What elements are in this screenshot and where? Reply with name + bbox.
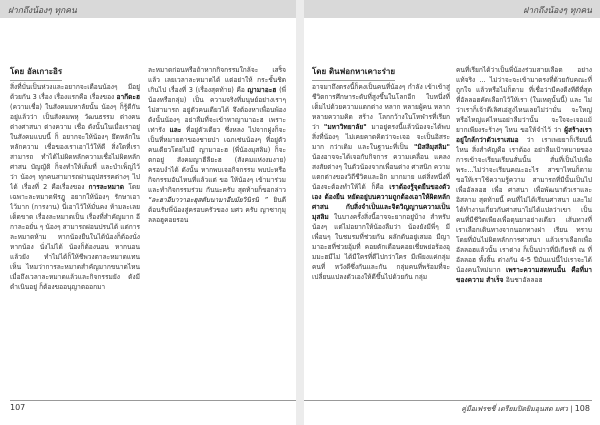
- text-run: สำหรับน้องๆ แต่ไม่อยากให้น้องลืมว่า: [312, 213, 450, 231]
- text-run: ได้มีใครที่ดีไปกว่าใคร มีเพียงแค่กลุ่มคนที่: [312, 253, 450, 271]
- text-run: กระชั้นชิดเกินไป เรื่องที่ 3 (เรื่องสุดท้าย): [148, 76, 286, 94]
- text-run: แคลงสงสัยต่างๆ ในตัวน้องจากเพื่อนต่าง: [312, 153, 450, 171]
- text-run: หากน้องยืนในได้น้องก็ต้องนั่ง หากน้อง: [10, 233, 140, 251]
- text-run: 4-5 ปีมันแน่นี้ไปเราจะได้น้องคนใหม่มาก: [456, 256, 592, 274]
- text-run: ไปได้ เรื่องที่ 2 คือเรื่องของ: [10, 173, 140, 191]
- text-run: มีอยู่ด้วยกัน 3 เรื่อง เรื่องแรกคือ เรื่องของ: [10, 83, 140, 101]
- text-run: แล้วเราเลือกเพื่ออัลลอฮแล้วนั้น เราต่าง: [456, 236, 592, 254]
- text-run: สั่นที่เป็นไปเพื่อพระ...ไม่ว่าจะเรียนคณะอะไร: [456, 156, 592, 174]
- text-run: ไม่ว่าจะจะเข้ามาตรงที่ด้วยกับคณะที่ถูกใจ: [456, 76, 592, 94]
- right-footer-rule: [304, 400, 592, 401]
- text-run: ศาสนิก ความแตกต่างของวิถีชีวิตและอิก: [312, 163, 450, 181]
- text-run: เพราะเท่ารัง: [148, 116, 286, 134]
- bold-text-run: ผู้สร้างเราอยู่ใกล้กว่าตัวเราเสมอ: [456, 126, 592, 144]
- text-run: เสร็จแล้ว เลยเวลาละหมาดได้ แต่อย่าให้: [148, 66, 286, 84]
- text-run: ได้ทำงานเกี่ยวกับศาสนาไม่ได้แปลว่าเขา: [456, 206, 582, 214]
- text-run: โลกกว้างในโหฬารที่เรียกว่า: [312, 113, 450, 131]
- text-run: เมื่อถึงเวลาละหมาดแล้วและกิจกรรมยัง: [10, 273, 129, 281]
- text-run: ศาสนา เพื่อพัฒนาตัวเราและอิสลาม: [456, 186, 592, 204]
- left-page-header: [0, 0, 296, 18]
- text-run: จะใจจะเจอแม้ยากเพียงระร้างๆ ไหน ขอให้จำไว้: [456, 116, 592, 134]
- text-run: มากมาย แต่สิ่งหนึ่งที่น้องจะต้องทำให้ได้: [312, 173, 450, 191]
- bold-text-run: "มหาวิทยาลัย": [323, 123, 372, 131]
- right-page-number: 108: [574, 404, 590, 413]
- text-run: ใบหนึ่งที่เต็มไปด้วยความแตกต่าง หลาก: [312, 93, 450, 111]
- text-run: คอยตักเตือนคอยเชี่ยพย่อร้องอุมมะฮมีไม่: [312, 243, 450, 261]
- text-run: เรื่องที่สำคัญมาก อีกาละอยั่น ๆ น้องๆ: [10, 213, 140, 231]
- text-run: บัญญัติ ก็จงทำให้เต็มที่ และบำเพ็ญไว้ว่า: [10, 163, 140, 181]
- text-run: ในบางครั้งสิ่งนี้อาจจะยากอยู่บ้าง: [333, 213, 431, 221]
- text-run: จะใหญ่หรือไหญ่แค่ไหนอย่าลืมว่านั้น: [456, 106, 592, 124]
- right-footer-separator: |: [570, 405, 573, 413]
- right-footer-text: คู่มือเฟรชชี่ เตรียมปิดยิมอุนสด มศว: [461, 405, 568, 413]
- text-run: ไม่ว่าเราก็เจ้าดีเลิศเอ่สูงไหนเลยไม่ว่ามั่น: [456, 96, 592, 114]
- text-run: เฉกเช่นน้องๆ ที่อยู่ตัวคนเดียวโดยไม่มี: [148, 136, 286, 154]
- left-byline: โดย อัลเกาะอิร: [10, 65, 62, 81]
- text-run: ยินดีต้อนรับพี่น้องสู่ครอบครัวของ มศว: [148, 196, 286, 214]
- text-run: สามารถที่มีนั้นเป็นไปเพื่ออัลลอฮ เพื่อ: [456, 176, 592, 194]
- text-run: อยากจะให้น้องๆ ยึดหลักในหลักความ: [10, 133, 140, 151]
- text-run: คือ: [236, 86, 248, 94]
- text-run: ว่า: [526, 136, 542, 144]
- text-run: สังคมญาฮีลียะฮ (สังคมแห่งงมงาย): [176, 156, 286, 164]
- text-run: อาจมาถึงตรงนี้ก็คงเป็นคนที่น้องๆ กำลัง: [312, 83, 426, 91]
- bold-text-run: "มิสลิมุสลิม": [413, 143, 450, 151]
- text-run: หวังดีซึ่งกันและกัน กลุ่มคนที่พร้อมที่จะ: [334, 263, 450, 271]
- text-run: ไหมว่าการละหมาดสำคัญมากขนาดไหน: [26, 263, 140, 271]
- left-column-1: [10, 82, 140, 397]
- text-run: ไปจากฝูงก็จะเป็นที่หมายตาของชายปา: [148, 126, 286, 144]
- text-run: สาขาไหนก็ตามขอให้เราใช้ความรู้ความ: [456, 166, 592, 184]
- text-run: ที่อัลลอฮคัดเลือกไว้ให้เรา (ในเหตุนั้นนี้) และ: [456, 96, 585, 104]
- text-run: ญามาอะฮ (พี่น้องมุสลิม) ก็จะตกอยู่: [148, 146, 286, 164]
- text-run: ความจริงที่มนุษย์อย่างเราๆ ไม่สามารถ: [148, 96, 286, 114]
- text-run: น้องอาจจะได้เจอกับกิจการ ความเคลื่อน: [312, 153, 435, 161]
- text-run: ห้ามละเลยเด็ดขาด เรื่องละหมาดเป็น: [10, 203, 140, 221]
- text-run: แล้วหรือไม่ก็ตาม ที่เชื่อว่ามีคงดีงทีดีที่สุด: [476, 86, 592, 94]
- column-paragraph: [10, 82, 140, 292]
- column-paragraph: [312, 82, 450, 282]
- text-run: (พี่น้องหรือกลุ่ม) เป็น: [148, 86, 286, 104]
- text-run: อย่างแท้จริง ...: [456, 66, 592, 84]
- text-run: น้องๆ ทุกคนสามารถผ่านอุปสรรคต่างๆ: [20, 173, 133, 181]
- text-run: โดยเฉพาะละหมาดฟัรฎู อยากให้น้องๆ: [10, 183, 140, 201]
- right-column-2: [456, 65, 592, 397]
- text-run: วัฒนธรรม ต่างคน ต่างศาสนา ต่างความ: [10, 113, 140, 131]
- bold-text-run: ญามาอะฮ: [247, 86, 280, 94]
- text-run: ละหมาดก่อนหรือถ้าหากกิจกรรมใกล้จะ: [148, 66, 273, 74]
- right-byline: โดย ดินฟอกหาเคาะร่าย: [312, 65, 395, 81]
- text-run: สามารถผ่อนปรนได้ แต่การละหมาดห้าม: [10, 223, 140, 241]
- text-run: หลายผู้คน หลากหลายความคิด สร้าง: [312, 103, 450, 121]
- text-run: เชื่อของเราเอาไว้ให้ดี สิ่งใดที่เราสามารถ: [10, 143, 140, 161]
- text-run: รักษาเอาไว้มาก (การงาน) นี่เอาไว้ให้มั่นคง: [10, 193, 140, 211]
- text-run: ที่อยู่ตัวเดียว ซึ่งหลง: [186, 126, 249, 134]
- text-run: กว่าเดิม และในฐานะที่เป็น: [329, 143, 414, 151]
- text-run: ดังมีดำเนินอยู่ ก็ต้องขออนุญาตออกมา: [10, 273, 140, 291]
- text-run: สุดท้ายนี้ คนที่ไม่ได้เรียนศาสนา และไม่: [479, 196, 592, 204]
- left-column-2: [148, 65, 286, 397]
- text-run: เราเพยยาก็เรียนนี่ไหน สิ่งสำคัญคือ เราต้อง: [456, 136, 592, 154]
- text-run: อย่าลืมเป้าหมายของการเข้าจะเรียนเรียนสั่นนั้น: [456, 146, 592, 164]
- text-run: นั่งไม่ได้ น้องก็ต้องนอน หากนอนแล้วยัง: [10, 243, 140, 261]
- left-header-title: ฝากถึงน้องๆ ทุกคน: [8, 6, 77, 16]
- text-run: ครับ ญาซากุมุลลอฮูคอยรอน: [148, 206, 286, 224]
- bold-text-run: และ: [169, 126, 186, 134]
- page-gutter: [296, 0, 304, 425]
- text-run: ทำได้ไม่ผิดหลักความเชื่อไม่ผิดหลักศาสน: [10, 153, 140, 171]
- right-footer: [461, 404, 590, 415]
- text-run: เข้าเข้าสู่ชีวิตการศึกษาระดับที่สูงขึ้นในโลกอีก: [312, 83, 450, 101]
- text-run: กันนะครับ สุดท้ายก็ขอกล่าว: [205, 186, 286, 194]
- text-run: เส้นทางที่เราเลือกเดินทางจากนอกทางฝา: [456, 216, 592, 234]
- left-page-number: 107: [10, 403, 26, 412]
- bold-text-run: การละหมาด: [88, 183, 129, 191]
- text-run: ผลักดันอยู่เสมอ มีญามาอะฮที่ช่วยอุ้มที่: [312, 233, 450, 251]
- text-run: น้องยังมีพี่ๆ มีเพื่อนๆ ในชมรมที่ช่วยกัน: [312, 223, 450, 241]
- text-run: พบปะหรือกิจกรรมอันไหนที่แล้วแต่ ขอ: [148, 166, 286, 184]
- text-run: สิ่งที่บั่นเป็นห่วงและอยากจะเตือนน้องๆ: [10, 83, 128, 91]
- text-run: ดังนั้นน้องๆ อย่าลืมที่จะเข้าหาญามาอะฮ: [148, 116, 269, 124]
- text-run: ทำไม่ได้ก็ให้ชีพวงตาละหมาดแทน เห็น: [10, 253, 140, 271]
- text-run: มาอยู่ตรงนี้แล้วน้องจะได้พบสิ่งที่น้องๆ: [312, 123, 450, 141]
- text-run: น้องๆ ก็รู้ดีกันอยู่แล้วว่า เป็นสังคมพหุ: [10, 103, 140, 121]
- column-paragraph: [148, 65, 286, 225]
- bold-text-run: เราต้องรู้จุดยืนของตัวเอง ต้องยืน หยัดอยู่บนความถูกต้องเอาให้ผิดหลักศาสน กับสิ่งจำเป็นและจิตวิญญานความเป็น มุสลิม: [312, 183, 450, 221]
- text-run: ต่างกัน: [497, 256, 521, 264]
- italic-text-run: “ละฮาอีบาวาอะฮุสตับนามาอีบมัยวินิรนิ ”: [148, 196, 274, 204]
- right-header-title: ฝากถึงน้องๆ ทุกคน: [523, 6, 592, 16]
- column-paragraph: [456, 65, 592, 285]
- text-run: คนที่เรียกได้ว่าเป็นพี่น้องร่วมสายเลือด: [456, 66, 578, 74]
- bold-text-run: เพราะความสดทนนั้น คือที่มาของความ สำเร็จ: [456, 266, 592, 284]
- text-run: ให้น้องๆ เข้ามาร่วมและทำกิจกรรมร่วม: [148, 176, 286, 194]
- text-run: เชื่อ ดังนั้นในเมื่อเราอยู่ในสังคมแบบนี้ ก็: [10, 123, 140, 141]
- right-page-header: [304, 0, 600, 18]
- text-run: เปลี่ยนแปลงตัวเองให้ดีขึ้นไปด้วยกัน กลุ่ม: [312, 273, 428, 281]
- right-column-1: [312, 82, 450, 397]
- text-run: ก็คือ: [371, 183, 390, 191]
- text-run: อินชาอัลลอฮ: [505, 276, 543, 284]
- text-run: เรียน ทราบโดยที่มันไม่ผิดหลักการศาสนา: [456, 226, 592, 244]
- bold-text-run: อากีดะฮ: [116, 93, 140, 101]
- text-run: ก็เป็นบ่าวที่มีเกียรติ ณ ที่ อัลลอฮ ทั้งสิ้น: [456, 246, 592, 264]
- text-run: อยู่ตัวคนเดียวได้ จึงต้องหาเพื่อนพ้อง: [182, 106, 286, 114]
- text-run: ว่า: [553, 126, 565, 134]
- text-run: เป็นคนที่มีชีวิตเพียงเพื่อดุนยาอย่างเดียว: [456, 206, 592, 224]
- text-run: ครอบงำได้ ดังนั้น หากพบเจอกิจกรรม: [148, 166, 258, 174]
- text-run: (ความเชื่อ) ในสังคมมหาลัยนั้น: [10, 103, 102, 111]
- left-footer-rule: [10, 400, 296, 401]
- text-run: ไม่เคยคาดคิดว่าจะเจอ จะเป็นอิสระมาก: [312, 133, 450, 151]
